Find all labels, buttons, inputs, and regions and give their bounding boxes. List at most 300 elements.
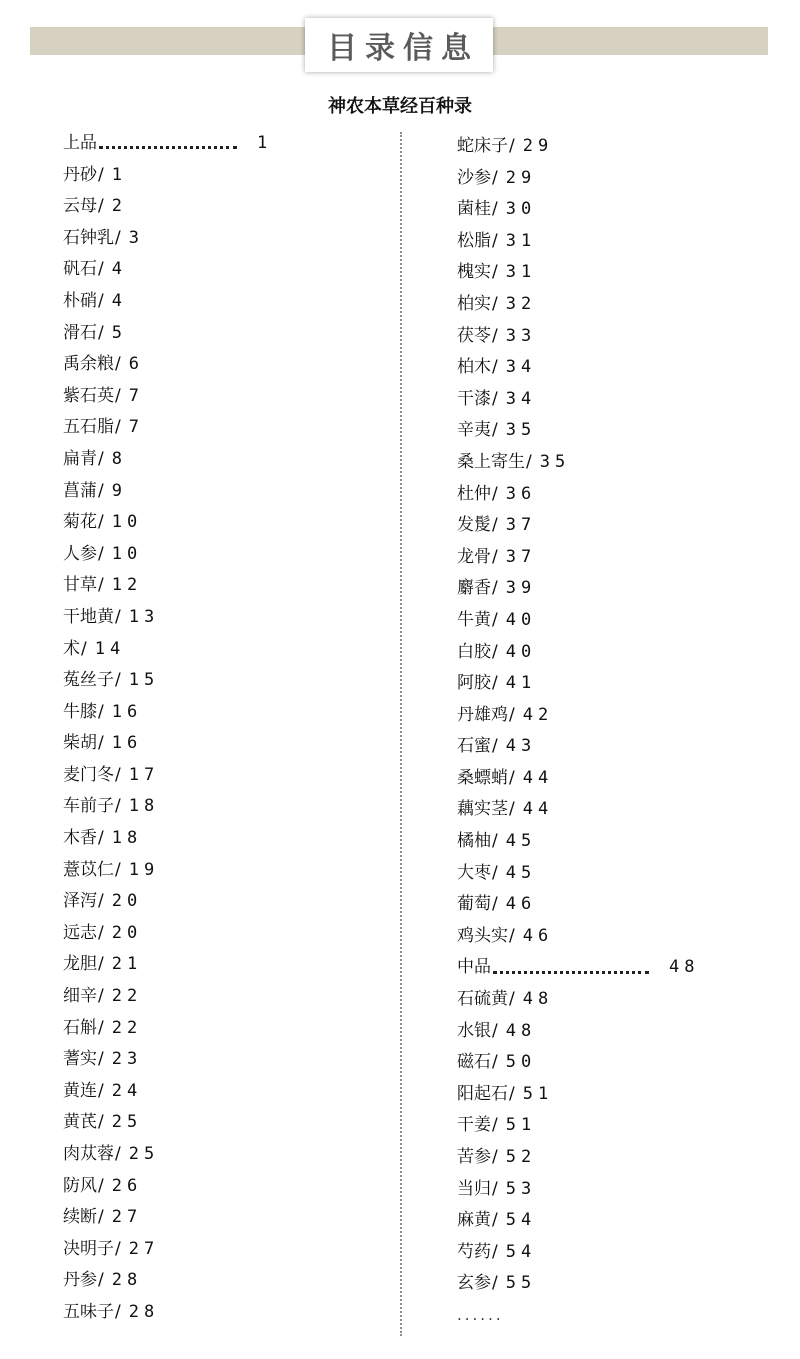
toc-page-number: 48	[522, 989, 554, 1010]
toc-entry-name: 鸡头实	[457, 925, 508, 946]
toc-page-number: 51	[505, 1115, 537, 1136]
toc-page-number: 54	[505, 1241, 537, 1262]
toc-entry[interactable]	[63, 1202, 272, 1234]
toc-entry[interactable]	[63, 634, 272, 666]
toc-separator: /	[492, 862, 498, 883]
toc-continuation-ellipsis: ......	[457, 1305, 504, 1324]
toc-entry-name: 白胶	[457, 641, 491, 662]
toc-page-number: 43	[505, 736, 537, 757]
toc-separator: /	[492, 641, 498, 662]
toc-entry[interactable]	[63, 349, 272, 381]
toc-entry[interactable]	[457, 1268, 699, 1300]
toc-page-number: 25	[111, 1112, 143, 1133]
toc-page-number: 28	[111, 1270, 143, 1291]
toc-page-number: 29	[522, 136, 554, 156]
toc-entry-name: 槐实	[457, 262, 491, 283]
toc-entry-name: 泽泻	[63, 891, 97, 912]
toc-entry-name: 防风	[63, 1175, 97, 1196]
toc-page-number: 4	[111, 290, 127, 311]
toc-entry[interactable]	[63, 1107, 272, 1139]
toc-entry[interactable]	[63, 412, 272, 444]
toc-entry-name: 芍药	[457, 1241, 491, 1262]
toc-entry-name: 蛇床子	[457, 136, 508, 156]
toc-entry[interactable]	[457, 415, 699, 447]
toc-page-number: 40	[505, 609, 537, 630]
toc-page-number: 42	[522, 704, 554, 725]
toc-entry[interactable]	[63, 539, 272, 571]
toc-entry[interactable]	[457, 1047, 699, 1079]
toc-entry[interactable]	[457, 1237, 699, 1269]
toc-page-number: 50	[505, 1052, 537, 1073]
toc-section-heading[interactable]	[457, 952, 699, 984]
toc-page-number: 29	[505, 167, 537, 188]
toc-page-number: 45	[505, 862, 537, 883]
toc-separator: /	[492, 357, 498, 378]
toc-entry-name: 辛夷	[457, 420, 491, 441]
toc-separator: /	[115, 385, 121, 406]
toc-page-number: 20	[111, 922, 143, 943]
toc-entry-name: 石钟乳	[63, 227, 114, 248]
toc-entry-name: 蓍实	[63, 1049, 97, 1070]
toc-separator: /	[98, 922, 104, 943]
toc-entry-name: 木香	[63, 828, 97, 849]
toc-page-number: 18	[128, 796, 160, 817]
toc-entry-name: 柏木	[457, 357, 491, 378]
toc-page-number: 34	[505, 388, 537, 409]
toc-separator: /	[98, 164, 104, 185]
toc-separator: /	[492, 1210, 498, 1231]
toc-page-number: 20	[111, 891, 143, 912]
toc-page-number: 44	[522, 767, 554, 788]
toc-entry[interactable]	[63, 476, 272, 508]
banner-title: 目录信息	[327, 31, 479, 66]
toc-separator: /	[98, 290, 104, 311]
toc-entry-name: 细辛	[63, 986, 97, 1007]
toc-separator: /	[98, 1080, 104, 1101]
toc-separator: /	[492, 736, 498, 757]
toc-left-column	[63, 128, 272, 1329]
toc-entry-name: 丹参	[63, 1270, 97, 1291]
toc-entry[interactable]	[63, 823, 272, 855]
toc-separator: /	[98, 986, 104, 1007]
toc-entry[interactable]	[457, 858, 699, 890]
toc-entry[interactable]	[63, 886, 272, 918]
toc-entry-name: 丹雄鸡	[457, 704, 508, 725]
toc-entry-name: 苦参	[457, 1147, 491, 1167]
toc-page-number: 31	[505, 262, 537, 283]
toc-entry[interactable]	[63, 760, 272, 792]
toc-separator: /	[492, 199, 498, 220]
toc-entry[interactable]	[63, 1076, 272, 1108]
column-divider	[400, 132, 402, 1336]
toc-page-number: 19	[128, 859, 160, 880]
toc-separator: /	[509, 989, 515, 1010]
toc-entry[interactable]	[457, 1016, 699, 1048]
toc-page-number: 2	[111, 196, 127, 217]
toc-page-number: 36	[505, 483, 537, 504]
toc-entry[interactable]	[63, 1013, 272, 1045]
toc-page-number: 28	[128, 1301, 160, 1322]
toc-entry-name: 续断	[63, 1207, 97, 1228]
toc-separator: /	[98, 322, 104, 343]
toc-separator: /	[492, 483, 498, 504]
toc-page-number: 16	[111, 701, 143, 722]
toc-separator: /	[98, 448, 104, 469]
toc-entry-name: 桑上寄生	[457, 451, 525, 472]
toc-entry[interactable]	[63, 223, 272, 255]
toc-entry-name: 藕实茎	[457, 799, 508, 820]
toc-entry[interactable]	[63, 1297, 272, 1329]
toc-separator: /	[509, 767, 515, 788]
toc-entry-name: 干姜	[457, 1115, 491, 1136]
toc-separator: /	[492, 420, 498, 441]
toc-page-number: 10	[111, 543, 143, 564]
toc-entry-name: 五味子	[63, 1301, 114, 1322]
toc-entry[interactable]	[457, 1079, 699, 1111]
toc-entry[interactable]	[63, 602, 272, 634]
toc-entry-name: 石硫黄	[457, 989, 508, 1010]
toc-entry-name: 磁石	[457, 1052, 491, 1073]
toc-separator: /	[115, 859, 121, 880]
toc-entry[interactable]	[63, 697, 272, 729]
toc-separator: /	[509, 1083, 515, 1104]
toc-entry[interactable]	[457, 700, 699, 732]
toc-page-number: 51	[522, 1083, 554, 1104]
toc-page-number: 17	[128, 764, 160, 785]
toc-section-heading[interactable]	[63, 128, 272, 160]
toc-separator: /	[509, 704, 515, 725]
toc-separator: /	[492, 1052, 498, 1073]
toc-entry[interactable]	[457, 1142, 699, 1174]
toc-entry[interactable]	[63, 1234, 272, 1266]
toc-entry[interactable]	[457, 479, 699, 511]
toc-page-number: 1	[111, 164, 127, 185]
toc-page-number: 22	[111, 1017, 143, 1038]
toc-page-number: 23	[111, 1049, 143, 1070]
toc-entry-name: 菌桂	[457, 199, 491, 220]
toc-page-number: 46	[505, 894, 537, 915]
toc-page-number: 13	[128, 606, 160, 627]
toc-page-number: 53	[505, 1178, 537, 1199]
toc-entry-name: 石蜜	[457, 736, 491, 757]
toc-entry-name: 黄连	[63, 1080, 97, 1101]
toc-entry[interactable]	[63, 160, 272, 192]
toc-entry[interactable]	[457, 637, 699, 669]
toc-entry[interactable]	[63, 855, 272, 887]
toc-page-number: 7	[128, 417, 144, 438]
toc-entry-name: 远志	[63, 922, 97, 943]
toc-entry-name: 杜仲	[457, 483, 491, 504]
toc-separator: /	[81, 638, 87, 659]
toc-entry[interactable]	[457, 163, 699, 195]
toc-page-number: 32	[505, 293, 537, 314]
toc-entry[interactable]	[457, 573, 699, 605]
toc-entry-name: 麦门冬	[63, 764, 114, 785]
toc-separator: /	[115, 417, 121, 438]
toc-entry-name: 菊花	[63, 512, 97, 533]
toc-entry[interactable]	[457, 984, 699, 1016]
toc-entry-name: 牛膝	[63, 701, 97, 722]
toc-separator: /	[115, 354, 121, 375]
toc-entry-name: 龙骨	[457, 546, 491, 567]
toc-entry[interactable]	[457, 510, 699, 542]
toc-entry-name: 麻黄	[457, 1210, 491, 1231]
toc-separator: /	[98, 1049, 104, 1070]
toc-entry[interactable]	[63, 254, 272, 286]
toc-entry[interactable]	[457, 352, 699, 384]
toc-separator: /	[98, 512, 104, 533]
toc-page-number: 30	[505, 199, 537, 220]
toc-entry[interactable]	[457, 1110, 699, 1142]
toc-page-number: 41	[505, 673, 537, 694]
toc-page-number: 37	[505, 546, 537, 567]
toc-separator: /	[98, 733, 104, 754]
toc-page-number: 26	[111, 1175, 143, 1196]
toc-separator: /	[492, 1115, 498, 1136]
toc-entry[interactable]	[63, 665, 272, 697]
toc-entry-name: 水银	[457, 1020, 491, 1041]
toc-entry[interactable]	[63, 570, 272, 602]
toc-page-number: 22	[111, 986, 143, 1007]
toc-entry[interactable]	[457, 731, 699, 763]
toc-entry[interactable]	[457, 1174, 699, 1206]
toc-entry-name: 甘草	[63, 575, 97, 596]
toc-entry-name: 朴硝	[63, 290, 97, 311]
toc-page-number: 14	[94, 638, 126, 659]
toc-entry[interactable]	[63, 1139, 272, 1171]
toc-entry[interactable]	[457, 826, 699, 858]
toc-page-number: 4	[111, 259, 127, 280]
toc-page-number: 34	[505, 357, 537, 378]
toc-entry-name: 扁青	[63, 448, 97, 469]
toc-entry-name: 车前子	[63, 796, 114, 817]
toc-separator: /	[98, 828, 104, 849]
toc-entry[interactable]	[63, 1044, 272, 1076]
toc-page-number: 10	[111, 512, 143, 533]
toc-entry[interactable]	[63, 791, 272, 823]
toc-entry-name: 干漆	[457, 388, 491, 409]
toc-separator: /	[98, 954, 104, 975]
toc-entry[interactable]	[457, 289, 699, 321]
toc-entry-name: 桑螵蛸	[457, 767, 508, 788]
toc-entry-name: 茯苓	[457, 325, 491, 346]
toc-page-number: 7	[128, 385, 144, 406]
toc-entry[interactable]	[63, 444, 272, 476]
toc-entry-name: 菟丝子	[63, 670, 114, 691]
toc-entry-name: 柴胡	[63, 733, 97, 754]
toc-page-number: 6	[128, 354, 144, 375]
toc-entry[interactable]	[457, 605, 699, 637]
toc-page-number: 27	[128, 1238, 160, 1259]
toc-entry[interactable]	[457, 447, 699, 479]
toc-entry[interactable]	[457, 226, 699, 258]
toc-entry-name: 当归	[457, 1178, 491, 1199]
toc-entry[interactable]	[457, 384, 699, 416]
toc-entry-name: 菖蒲	[63, 480, 97, 501]
toc-separator: /	[492, 1147, 498, 1167]
toc-separator: /	[492, 515, 498, 536]
toc-entry-name: 肉苁蓉	[63, 1144, 114, 1164]
toc-page-number: 21	[111, 954, 143, 975]
toc-entry-name: 薏苡仁	[63, 859, 114, 880]
toc-entry-name: 沙参	[457, 167, 491, 188]
toc-separator: /	[492, 1020, 498, 1041]
toc-separator: /	[98, 1175, 104, 1196]
toc-entry-name: 玄参	[457, 1273, 491, 1294]
toc-page-number: 15	[128, 670, 160, 691]
toc-page-number: 18	[111, 828, 143, 849]
toc-entry-name: 橘柚	[457, 831, 491, 852]
toc-entry[interactable]	[63, 918, 272, 950]
toc-separator: /	[492, 894, 498, 915]
toc-entry-name: 大枣	[457, 862, 491, 883]
toc-page-number: 25	[128, 1144, 160, 1164]
toc-page-number: 44	[522, 799, 554, 820]
toc-separator: /	[115, 1238, 121, 1259]
toc-entry-name: 五石脂	[63, 417, 114, 438]
toc-entry-name: 禹余粮	[63, 354, 114, 375]
toc-entry-name: 牛黄	[457, 609, 491, 630]
toc-entry[interactable]	[63, 949, 272, 981]
toc-entry[interactable]	[457, 794, 699, 826]
toc-entry-name: 决明子	[63, 1238, 114, 1259]
toc-entry[interactable]	[457, 542, 699, 574]
toc-entry-name: 矾石	[63, 259, 97, 280]
toc-entry[interactable]	[457, 668, 699, 700]
toc-separator: /	[492, 673, 498, 694]
toc-page-number: 48	[505, 1020, 537, 1041]
toc-entry[interactable]	[457, 1205, 699, 1237]
toc-page-number: 35	[539, 451, 571, 472]
toc-page-number: 8	[111, 448, 127, 469]
toc-entry[interactable]	[63, 318, 272, 350]
toc-entry-name: 松脂	[457, 230, 491, 251]
toc-page-number: 31	[505, 230, 537, 251]
toc-separator: /	[492, 230, 498, 251]
toc-page-number: 35	[505, 420, 537, 441]
toc-entry-name: 紫石英	[63, 385, 114, 406]
toc-separator: /	[98, 1207, 104, 1228]
toc-entry[interactable]	[457, 257, 699, 289]
toc-entry[interactable]	[457, 889, 699, 921]
toc-separator: /	[115, 670, 121, 691]
toc-separator: /	[492, 546, 498, 567]
toc-separator: /	[98, 1112, 104, 1133]
toc-separator: /	[492, 388, 498, 409]
toc-entry[interactable]	[457, 131, 699, 163]
toc-page-number: 24	[111, 1080, 143, 1101]
toc-page-number: 54	[505, 1210, 537, 1231]
toc-separator: /	[115, 1144, 121, 1164]
toc-entry[interactable]	[457, 921, 699, 953]
toc-entry-name: 人参	[63, 543, 97, 564]
toc-page-number: 55	[505, 1273, 537, 1294]
toc-separator: /	[492, 293, 498, 314]
toc-entry-name: 云母	[63, 196, 97, 217]
toc-page-number: 5	[111, 322, 127, 343]
toc-separator: /	[509, 925, 515, 946]
toc-entry-name: 丹砂	[63, 164, 97, 185]
toc-page-number: 9	[111, 480, 127, 501]
toc-page-number: 3	[128, 227, 144, 248]
toc-page-number: 33	[505, 325, 537, 346]
toc-entry-name: 龙胆	[63, 954, 97, 975]
dot-leader	[493, 971, 649, 974]
toc-separator: /	[115, 796, 121, 817]
toc-entry[interactable]	[63, 191, 272, 223]
toc-entry-name: 麝香	[457, 578, 491, 599]
toc-page-number: 27	[111, 1207, 143, 1228]
toc-page-number: 16	[111, 733, 143, 754]
toc-entry-name: 葡萄	[457, 894, 491, 915]
toc-separator: /	[98, 891, 104, 912]
toc-entry[interactable]	[63, 1171, 272, 1203]
toc-page-number: 52	[505, 1147, 537, 1167]
toc-separator: /	[115, 227, 121, 248]
toc-entry[interactable]	[457, 321, 699, 353]
toc-entry-name: 黄芪	[63, 1112, 97, 1133]
toc-separator: /	[98, 575, 104, 596]
toc-separator: /	[492, 1241, 498, 1262]
toc-separator: /	[98, 480, 104, 501]
toc-entry[interactable]	[63, 286, 272, 318]
toc-separator: /	[492, 1273, 498, 1294]
toc-entry-name: 干地黄	[63, 606, 114, 627]
toc-separator: /	[98, 1017, 104, 1038]
toc-separator: /	[509, 799, 515, 820]
toc-page-number: 45	[505, 831, 537, 852]
toc-separator: /	[98, 196, 104, 217]
toc-page-number: 37	[505, 515, 537, 536]
toc-entry-name: 阳起石	[457, 1083, 508, 1104]
toc-entry-name: 发髲	[457, 515, 491, 536]
toc-page-number: 1	[257, 133, 273, 153]
toc-entry[interactable]	[63, 381, 272, 413]
toc-separator: /	[115, 606, 121, 627]
toc-entry-name: 滑石	[63, 322, 97, 343]
toc-separator: /	[98, 701, 104, 722]
toc-page-number: 39	[505, 578, 537, 599]
header-banner-box	[305, 18, 493, 72]
toc-entry-name: 阿胶	[457, 673, 491, 694]
book-title: 神农本草经百种录	[328, 96, 472, 117]
toc-separator: /	[492, 609, 498, 630]
toc-entry-name: 上品	[63, 133, 97, 153]
toc-separator: /	[492, 262, 498, 283]
toc-separator: /	[492, 325, 498, 346]
toc-separator: /	[98, 259, 104, 280]
toc-page-number: 40	[505, 641, 537, 662]
toc-page-number: 12	[111, 575, 143, 596]
dot-leader	[99, 146, 237, 149]
toc-entry-name: 中品	[457, 957, 491, 978]
toc-entry[interactable]	[63, 1265, 272, 1297]
toc-separator: /	[526, 451, 532, 472]
toc-separator: /	[492, 578, 498, 599]
toc-separator: /	[492, 1178, 498, 1199]
toc-page-number: 46	[522, 925, 554, 946]
toc-entry-name: 石斛	[63, 1017, 97, 1038]
toc-right-column	[457, 131, 699, 1332]
toc-separator: /	[115, 1301, 121, 1322]
toc-entry[interactable]	[63, 981, 272, 1013]
toc-entry[interactable]	[63, 507, 272, 539]
toc-entry[interactable]	[457, 194, 699, 226]
toc-entry[interactable]	[63, 728, 272, 760]
toc-entry[interactable]	[457, 763, 699, 795]
toc-separator: /	[98, 543, 104, 564]
toc-separator: /	[492, 831, 498, 852]
